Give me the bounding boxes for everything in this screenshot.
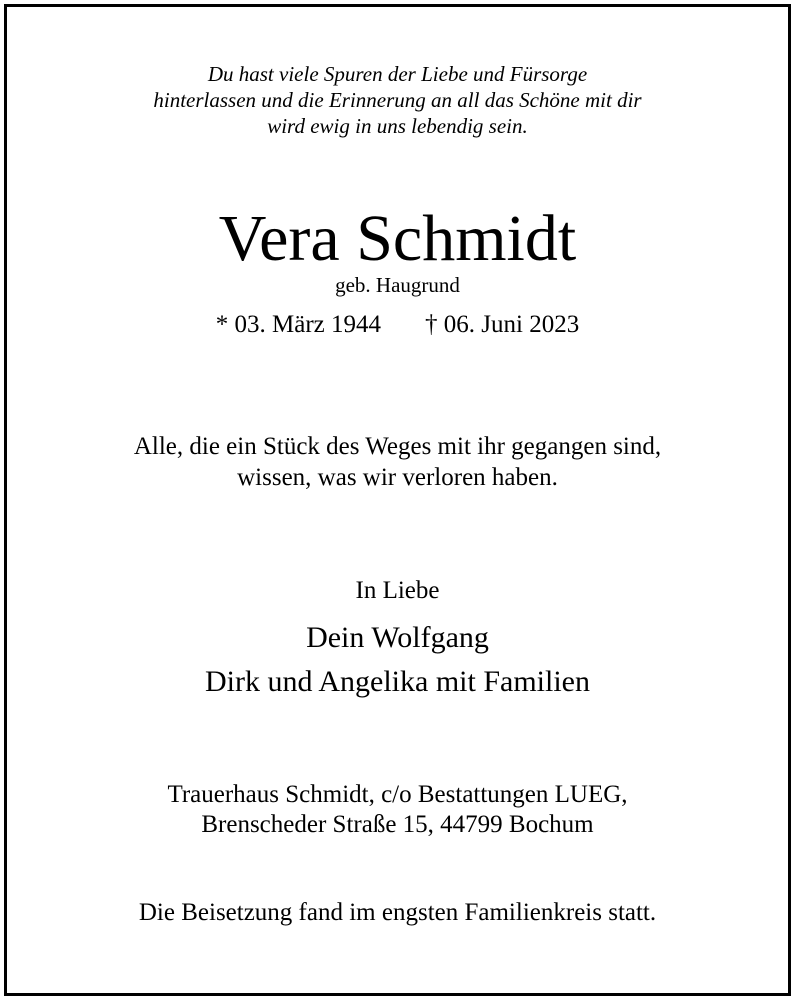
verse-line-3: wird ewig in uns lebendig sein. [267, 114, 528, 138]
mourner-name-2: Dirk und Angelika mit Familien [205, 665, 590, 698]
tribute-line-1: Alle, die ein Stück des Weges mit ihr gegangen sind, [133, 433, 662, 460]
death-date: † 06. Juni 2023 [425, 311, 580, 338]
maiden-name: geb. Haugrund [335, 273, 460, 297]
address-line-2: Brenscheder Straße 15, 44799 Bochum [201, 811, 594, 838]
deceased-name: Vera Schmidt [218, 202, 577, 275]
birth-date: * 03. März 1944 [215, 311, 382, 338]
burial-notice: Die Beisetzung fand im engsten Familienkreis statt. [138, 899, 657, 926]
verse-line-2: hinterlassen und die Erinnerung an all das Schöne mit dir [153, 88, 642, 112]
obituary-border [4, 4, 791, 996]
life-dates [0, 312, 795, 337]
tribute-line-2: wissen, was wir verloren haben. [237, 464, 558, 491]
mourners-intro: In Liebe [355, 577, 440, 604]
verse-line-1: Du hast viele Spuren der Liebe und Fürsorge [207, 62, 588, 86]
address-line-1: Trauerhaus Schmidt, c/o Bestattungen LUEG, [167, 781, 628, 808]
mourner-name-1: Dein Wolfgang [306, 621, 489, 654]
